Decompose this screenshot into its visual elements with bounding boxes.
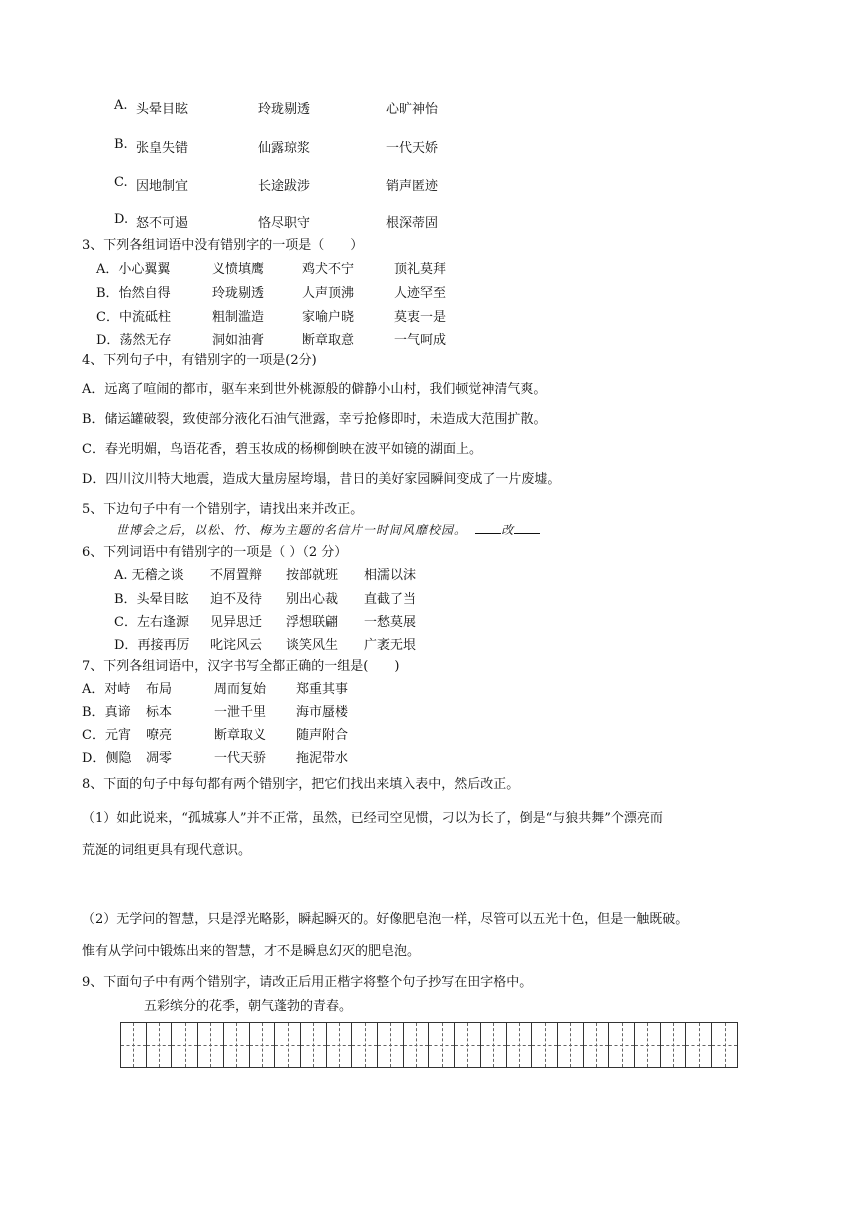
q9-sentence: 五彩缤分的花季，朝气蓬勃的青春。 — [144, 999, 353, 1014]
q4-stem: 4、下列句子中，有错别字的一项是(2分) — [82, 353, 317, 368]
tianzige-cell[interactable] — [198, 1023, 224, 1067]
q4-option-b: B．储运罐破裂，致使部分液化石油气泄露，幸亏抢修即时，未造成大范围扩散。 — [82, 412, 547, 427]
q4-option-a: A．远离了喧闹的都市，驱车来到世外桃源般的僻静小山村，我们顿觉神清气爽。 — [82, 382, 547, 397]
q2-option-c: C. 因地制宜 长途跋涉 销声匿迹 — [114, 175, 439, 194]
q4-option-c: C．春光明媚，鸟语花香，碧玉妆成的杨柳倒映在波平如镜的湖面上。 — [82, 442, 482, 457]
q9-stem: 9、下面句子中有两个错别字，请改正后用正楷字将整个句子抄写在田字格中。 — [82, 975, 533, 990]
tianzige-cell[interactable] — [635, 1023, 661, 1067]
tianzige-cell[interactable] — [327, 1023, 353, 1067]
tianzige-cell[interactable] — [172, 1023, 198, 1067]
q8-sentence-1-line-1: （1）如此说来，“孤城寡人”并不正常，虽然，已经司空见惯，刁以为长了，倒是“与狼共舞”个漂亮而 — [82, 811, 663, 826]
q2-option-d: D. 怒不可遏 恪尽职守 根深蒂固 — [114, 212, 439, 231]
tianzige-cell[interactable] — [121, 1023, 147, 1067]
q8-stem: 8、下面的句子中每句都有两个错别字，把它们找出来填入表中，然后改正。 — [82, 777, 520, 792]
tianzige-cell[interactable] — [301, 1023, 327, 1067]
q7-stem: 7、下列各组词语中，汉字书写全都正确的一组是( ) — [82, 659, 400, 674]
tianzige-cell[interactable] — [352, 1023, 378, 1067]
tianzige-cell[interactable] — [429, 1023, 455, 1067]
q8-sentence-2-line-1: （2）无学问的智慧，只是浮光略影，瞬起瞬灭的。好像肥皂泡一样，尽管可以五光十色，但是一触既破。 — [82, 912, 689, 927]
q7-option-a: A．对峙 布局 周而复始 郑重其事 — [82, 682, 349, 697]
q5-sentence: 世博会之后，以松、竹、梅为主题的名信片一时间风靡校园。 改 — [116, 521, 540, 538]
tianzige-cell[interactable] — [147, 1023, 173, 1067]
q8-sentence-1-line-2: 荒涎的词组更具有现代意识。 — [82, 843, 252, 858]
tianzige-cell[interactable] — [712, 1023, 737, 1067]
tianzige-cell[interactable] — [532, 1023, 558, 1067]
q5-blank-correct[interactable] — [514, 521, 540, 534]
q3-option-a: A．小心翼翼 义愤填鹰 鸡犬不宁 顶礼莫拜 — [96, 262, 447, 277]
tianzige-cell[interactable] — [507, 1023, 533, 1067]
tianzige-cell[interactable] — [481, 1023, 507, 1067]
tianzige-grid[interactable] — [120, 1022, 738, 1068]
tianzige-cell[interactable] — [661, 1023, 687, 1067]
tianzige-cell[interactable] — [378, 1023, 404, 1067]
tianzige-cell[interactable] — [250, 1023, 276, 1067]
q3-option-d: D．荡然无存 洞如油膏 断章取意 一气呵成 — [96, 333, 447, 348]
tianzige-cell[interactable] — [584, 1023, 610, 1067]
q3-option-c: C．中流砥柱 粗制滥造 家喻户晓 莫衷一是 — [96, 310, 447, 325]
q7-option-d: D．侧隐 凋零 一代天骄 拖泥带水 — [82, 751, 349, 766]
q5-stem: 5、下边句子中有一个错别字，请找出来并改正。 — [82, 502, 364, 517]
q3-option-b: B．怡然自得 玲珑剔透 人声顶沸 人迹罕至 — [96, 286, 447, 301]
tianzige-cell[interactable] — [224, 1023, 250, 1067]
tianzige-cell[interactable] — [455, 1023, 481, 1067]
q6-option-b: B．头晕目眩 迫不及待 别出心裁 直截了当 — [114, 592, 417, 607]
q5-blank-wrong[interactable] — [475, 521, 501, 534]
q2-option-b: B. 张皇失错 仙露琼浆 一代天娇 — [114, 137, 439, 156]
q6-option-d: D．再接再厉 叱诧风云 谈笑风生 广袤无垠 — [114, 638, 417, 653]
tianzige-cell[interactable] — [686, 1023, 712, 1067]
q4-option-d: D．四川汶川特大地震，造成大量房屋垮塌，昔日的美好家园瞬间变成了一片废墟。 — [82, 472, 561, 487]
tianzige-cell[interactable] — [609, 1023, 635, 1067]
q2-option-a: A. 头晕目眩 玲珑剔透 心旷神怡 — [114, 98, 439, 117]
q8-sentence-2-line-2: 惟有从学问中锻炼出来的智慧，才不是瞬息幻灭的肥皂泡。 — [82, 944, 421, 959]
q3-stem: 3、下列各组词语中没有错别字的一项是（ ） — [82, 238, 364, 253]
q6-stem: 6、下列词语中有错别字的一项是（ ）（2 分） — [82, 545, 348, 560]
q7-option-b: B．真谛 标本 一泄千里 海市蜃楼 — [82, 705, 349, 720]
q7-option-c: C．元宵 嘹亮 断章取义 随声附合 — [82, 728, 349, 743]
q6-option-c: C．左右逢源 见异思迁 浮想联翩 一愁莫展 — [114, 615, 417, 630]
tianzige-cell[interactable] — [275, 1023, 301, 1067]
q6-option-a: A. 无稽之谈 不屑置辩 按部就班 相濡以沫 — [114, 568, 417, 583]
tianzige-cell[interactable] — [558, 1023, 584, 1067]
tianzige-cell[interactable] — [404, 1023, 430, 1067]
